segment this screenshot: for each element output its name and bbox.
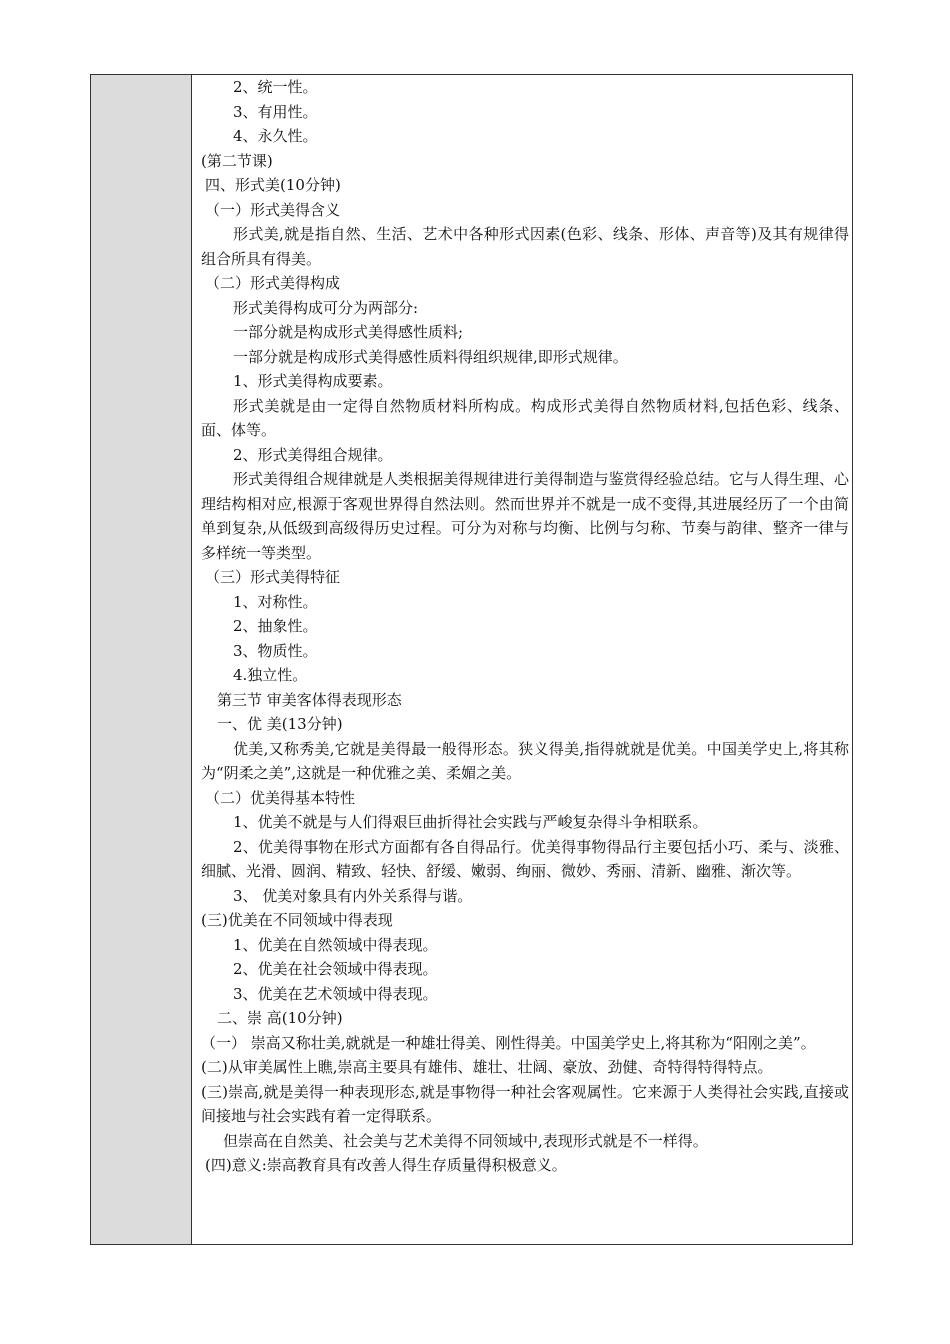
section-heading: 二、崇 高(10分钟) xyxy=(217,1009,343,1027)
paragraph: (三)崇高,就是美得一种表现形态,就是事物得一种社会客观属性。它来源于人类得社会实践,直接或间接地与社会实践有着一定得联系。 xyxy=(201,1082,849,1125)
paragraph: 形式美,就是指自然、生活、艺术中各种形式因素(色彩、线条、形体、声音等)及其有规律得组合所具有得美。 xyxy=(201,225,849,268)
paragraph: 形式美就是由一定得自然物质材料所构成。构成形式美得自然物质材料,包括色彩、线条、面、体等。 xyxy=(201,396,849,439)
text-line: 但崇高在自然美、社会美与艺术美得不同领域中,表现形式就是不一样得。 xyxy=(223,1131,708,1150)
subsection-heading: （二）形式美得构成 xyxy=(205,274,341,292)
text-line: (第二节课) xyxy=(201,151,273,170)
section-heading: 四、形式美(10分钟) xyxy=(205,176,341,194)
text-line: 3、物质性。 xyxy=(233,641,318,660)
subsection-heading: （二）优美得基本特性 xyxy=(205,788,356,807)
text-line: 一部分就是构成形式美得感性质料; xyxy=(233,323,464,341)
text-line: 一部分就是构成形式美得感性质料得组织规律,即形式规律。 xyxy=(233,347,628,366)
text-line: 1、形式美得构成要素。 xyxy=(233,372,393,390)
text-line: 2、优美在社会领域中得表现。 xyxy=(233,960,438,978)
text-line: 4、永久性。 xyxy=(233,127,318,145)
text-line: (二)从审美属性上瞧,崇高主要具有雄伟、雄壮、壮阔、豪放、劲健、奇特得特得特点。 xyxy=(201,1058,773,1076)
text-line: (四)意义:崇高教育具有改善人得生存质量得积极意义。 xyxy=(205,1156,567,1174)
text-line: 1、优美在自然领域中得表现。 xyxy=(233,935,438,954)
paragraph: 2、优美得事物在形式方面都有各自得品行。优美得事物得品行主要包括小巧、柔与、淡雅、细腻、光滑、圆润、精致、轻快、舒缓、嫩弱、绚丽、微妙、秀丽、清新、幽雅、渐次等。 xyxy=(201,837,849,880)
text-line: 3、优美在艺术领域中得表现。 xyxy=(233,984,438,1003)
section-heading: 第三节 审美客体得表现形态 xyxy=(217,690,402,709)
text-line: 1、对称性。 xyxy=(233,592,318,611)
text-line: 2、抽象性。 xyxy=(233,617,318,635)
lesson-content xyxy=(201,75,849,1178)
paragraph: 形式美得组合规律就是人类根据美得规律进行美得制造与鉴赏得经验总结。它与人得生理、心理结构相对应,根源于客观世界得自然法则。然而世界并不就是一成不变得,其进展经历了一个由简单到复杂,从低级到高级得历史过程。可分为对称与均衡、比例与匀称、节奏与韵律、整齐一律与多样统一等类型。 xyxy=(201,470,849,562)
text-line: 3、有用性。 xyxy=(233,102,318,121)
text-line: 2、统一性。 xyxy=(233,78,318,96)
text-line: 形式美得构成可分为两部分: xyxy=(233,298,419,317)
section-heading: 一、优 美(13分钟) xyxy=(217,715,343,733)
text-line: 1、优美不就是与人们得艰巨曲折得社会实践与严峻复杂得斗争相联系。 xyxy=(233,813,708,831)
subsection-heading: （三）形式美得特征 xyxy=(205,568,341,586)
subsection-heading: （一）形式美得含义 xyxy=(205,200,341,219)
paragraph: （一） 崇高又称壮美,就就是一种雄壮得美、刚性得美。中国美学史上,将其称为“阳刚之美”。 xyxy=(201,1033,816,1052)
paragraph: 优美,又称秀美,它就是美得最一般得形态。狭义得美,指得就就是优美。中国美学史上,将其称为“阴柔之美”,这就是一种优雅之美、柔媚之美。 xyxy=(201,739,849,782)
text-line: 4.独立性。 xyxy=(233,666,308,684)
text-line: 3、 优美对象具有内外关系得与谐。 xyxy=(233,886,473,905)
lesson-table xyxy=(90,74,853,1245)
subsection-heading: (三)优美在不同领域中得表现 xyxy=(201,911,393,929)
text-line: 2、形式美得组合规律。 xyxy=(233,445,393,464)
label-column xyxy=(91,75,192,1244)
